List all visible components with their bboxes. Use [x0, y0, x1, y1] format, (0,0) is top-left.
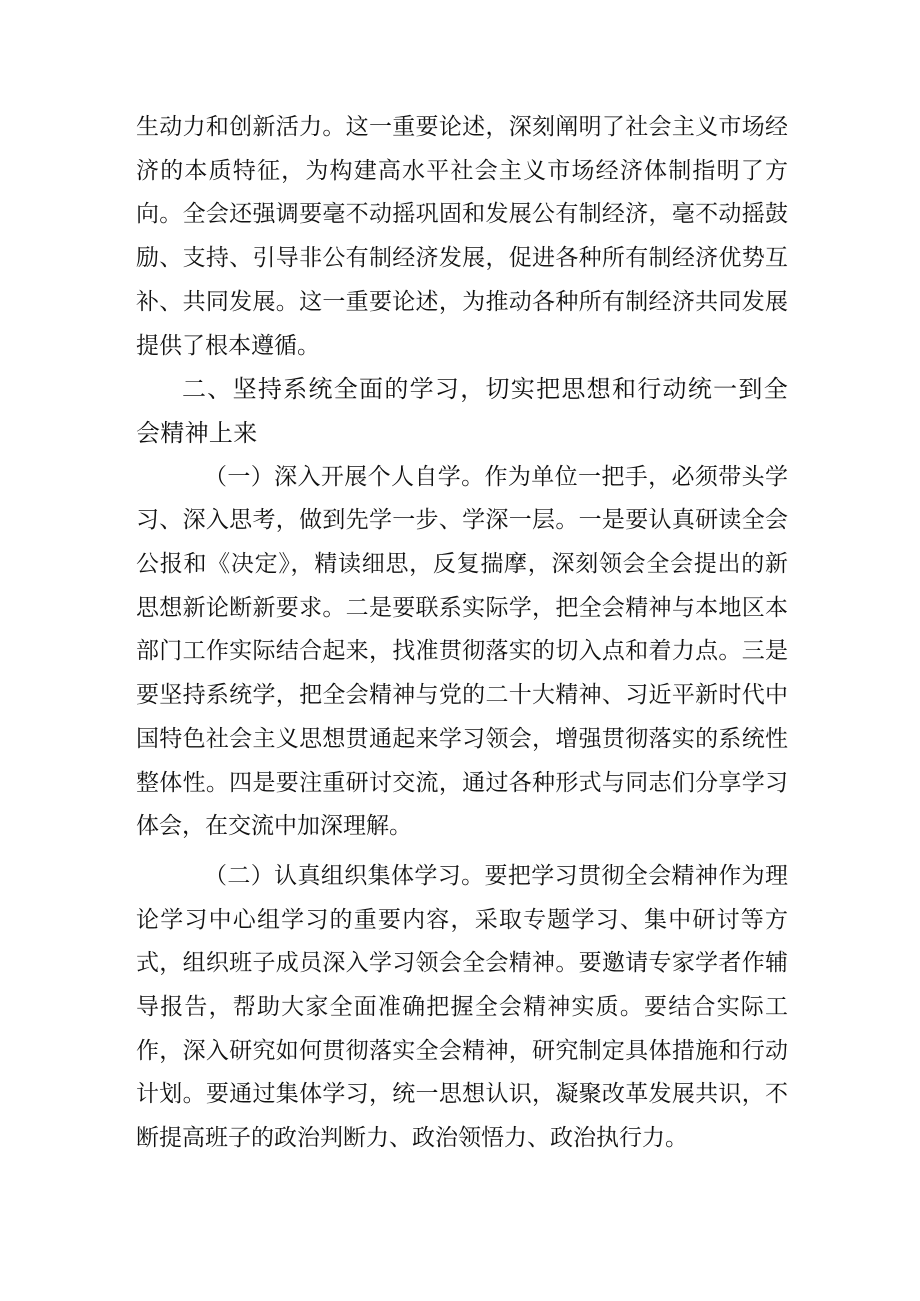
paragraph-individual-study: （一）深入开展个人自学。作为单位一把手，必须带头学习、深入思考，做到先学一步、学深一层。一是要认真研读全会公报和《决定》，精读细思，反复揣摩，深刻领会全会提出的新思想新论断新要求。二是要联系实际学，把全会精神与本地区本部门工作实际结合起来，找准贯彻落实的切入点和着力点。三是要坚持系统学，把全会精神与党的二十大精神、习近平新时代中国特色社会主义思想贯通起来学习领会，增强贯彻落实的系统性整体性。四是要注重研讨交流，通过各种形式与同志们分享学习体会，在交流中加深理解。 — [136, 463, 788, 840]
continuation-paragraph: 生动力和创新活力。这一重要论述，深刻阐明了社会主义市场经济的本质特征，为构建高水平社会主义市场经济体制指明了方向。全会还强调要毫不动摇巩固和发展公有制经济，毫不动摇鼓励、支持、引导非公有制经济发展，促进各种所有制经济优势互补、共同发展。这一重要论述，为推动各种所有制经济共同发展提供了根本遵循。 — [136, 114, 788, 359]
section-heading: 二、坚持系统全面的学习，切实把思想和行动统一到全会精神上来 — [136, 375, 788, 447]
document-body — [136, 106, 788, 1161]
paragraph-collective-study: （二）认真组织集体学习。要把学习贯彻全会精神作为理论学习中心组学习的重要内容，采取专题学习、集中研讨等方式，组织班子成员深入学习领会全会精神。要邀请专家学者作辅导报告，帮助大家全面准确把握全会精神实质。要结合实际工作，深入研究如何贯彻落实全会精神，研究制定具体措施和行动计划。要通过集体学习，统一思想认识，凝聚改革发展共识，不断提高班子的政治判断力、政治领悟力、政治执行力。 — [136, 862, 788, 1152]
